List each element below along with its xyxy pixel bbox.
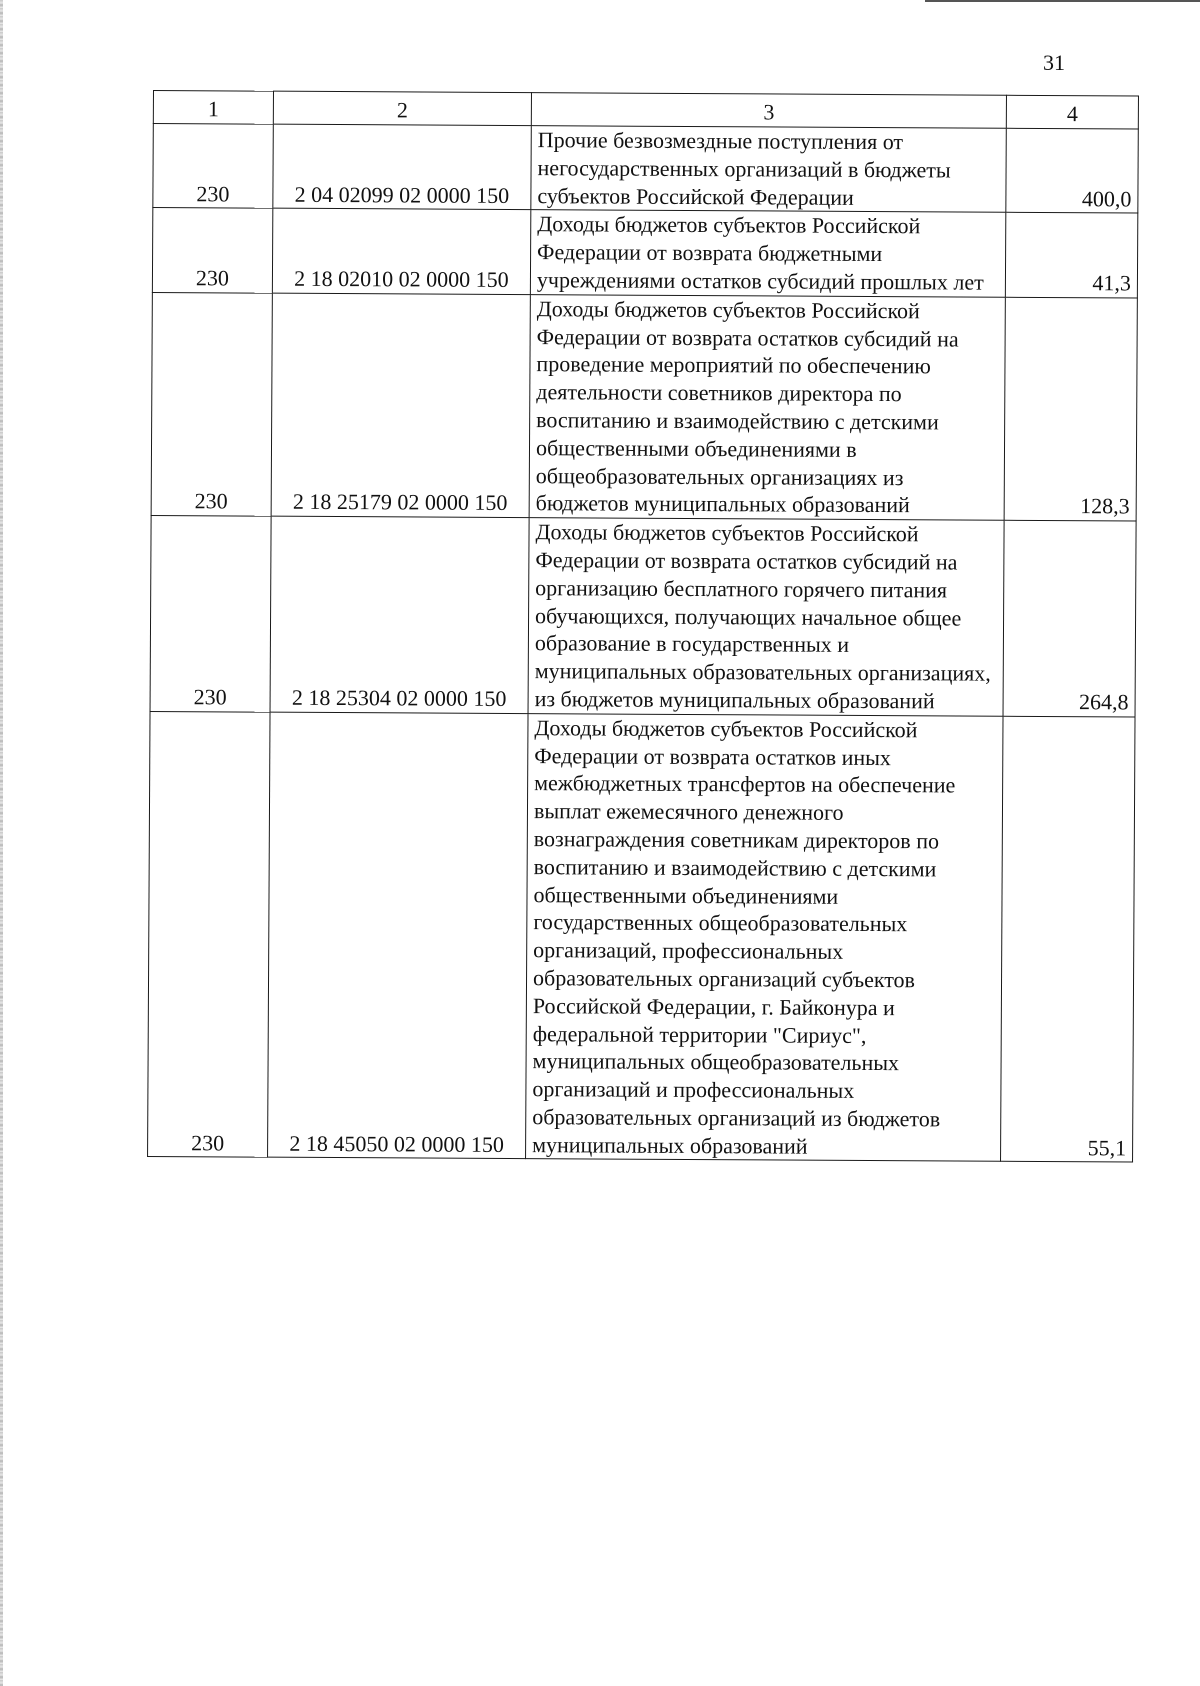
amount-cell: 128,3 xyxy=(1004,297,1137,521)
budget-code-cell: 2 04 02099 02 0000 150 xyxy=(273,124,531,210)
table-row xyxy=(151,292,1137,521)
revenue-name-cell: Доходы бюджетов субъектов Российской Федерации от возврата остатков субсидий на проведение мероприятий по обеспечению деятельности советников директора по воспитанию и взаимодействию с детскими общественными объединениями в общеобразовательных организациях из бюджетов муниципальных образований xyxy=(529,294,1005,520)
revenue-name-cell: Доходы бюджетов субъектов Российской Федерации от возврата остатков субсидий на организацию бесплатного горячего питания обучающихся, получающих начальное общее образование в государственных и муниципальных образовательных организациях, из бюджетов муниципальных образований xyxy=(528,518,1004,716)
revenue-name-cell: Доходы бюджетов субъектов Российской Федерации от возврата остатков иных межбюджетных трансфертов на обеспечение выплат ежемесячного денежного вознаграждения советникам директоров по воспитанию и взаимодействию с детскими общественными объединениями государственных общеобразовательных организаций, профессиональных образовательных организаций субъектов Российской Федерации, г. Байконура и федеральной территории "Сириус", муниципальных общеобразовательных организаций и профессиональных образовательных организаций из бюджетов муниципальных образований xyxy=(526,713,1003,1161)
table-row xyxy=(150,516,1136,717)
header-col-3: 3 xyxy=(531,93,1006,129)
header-col-4: 4 xyxy=(1006,95,1138,129)
budget-code-cell: 2 18 25304 02 0000 150 xyxy=(270,516,529,713)
amount-cell: 400,0 xyxy=(1006,128,1138,213)
top-rule xyxy=(925,0,1200,2)
budget-code-cell: 2 18 25179 02 0000 150 xyxy=(271,293,530,518)
revenue-name-cell: Доходы бюджетов субъектов Российской Федерации от возврата бюджетными учреждениями остатков субсидий прошлых лет xyxy=(530,210,1005,297)
amount-cell: 41,3 xyxy=(1005,213,1137,298)
table-row xyxy=(152,208,1137,298)
admin-code-cell: 230 xyxy=(151,292,272,516)
header-col-1: 1 xyxy=(153,91,273,125)
table-row xyxy=(148,711,1135,1162)
header-row xyxy=(153,91,1138,130)
page-number: 31 xyxy=(1043,50,1065,75)
amount-cell: 55,1 xyxy=(1001,716,1135,1162)
table-row xyxy=(153,124,1138,214)
admin-code-cell: 230 xyxy=(152,208,272,293)
admin-code-cell: 230 xyxy=(150,516,271,712)
scan-edge xyxy=(0,0,3,1686)
amount-cell: 264,8 xyxy=(1003,520,1136,716)
revenue-table xyxy=(147,90,1139,1163)
budget-code-cell: 2 18 45050 02 0000 150 xyxy=(268,712,528,1159)
admin-code-cell: 230 xyxy=(148,711,270,1157)
revenue-name-cell: Прочие безвозмездные поступления от негосударственных организаций в бюджеты субъектов Российской Федерации xyxy=(531,126,1006,213)
header-col-2: 2 xyxy=(273,91,531,125)
budget-code-cell: 2 18 02010 02 0000 150 xyxy=(272,209,530,295)
admin-code-cell: 230 xyxy=(153,124,273,209)
